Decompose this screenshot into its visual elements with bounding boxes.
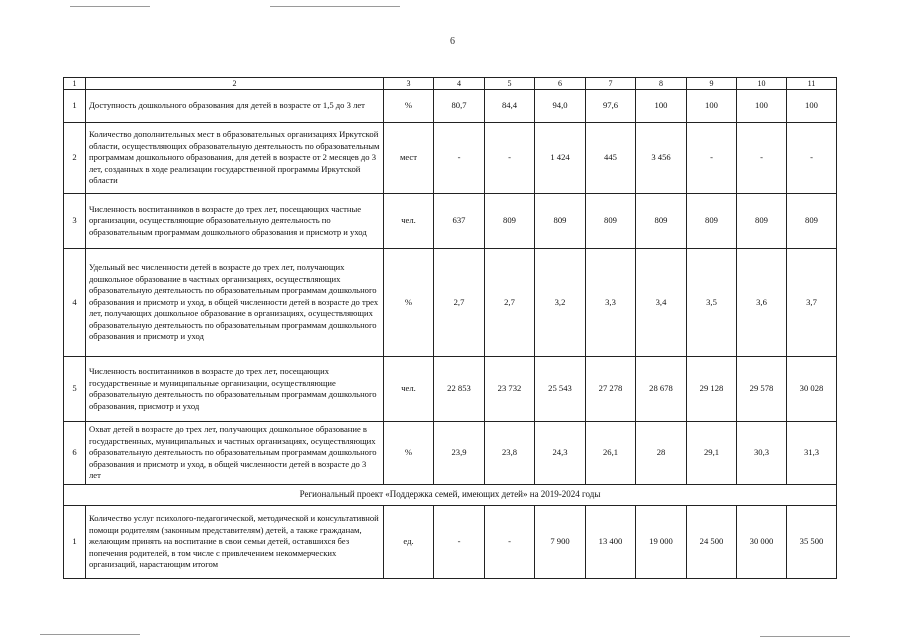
table-row	[64, 123, 837, 194]
value-cell: 29,1	[687, 422, 737, 485]
value-cell: 809	[485, 194, 535, 249]
header-cell: 2	[86, 78, 384, 90]
header-cell: 1	[64, 78, 86, 90]
value-cell: 2,7	[485, 249, 535, 357]
value-cell: 24,3	[535, 422, 586, 485]
value-cell: 809	[535, 194, 586, 249]
scan-artifact-bottom-left	[40, 634, 140, 635]
indicator-name: Численность воспитанников в возрасте до трех лет, посещающих частные организации, осуществляющие образовательную деятельность по образовательным программам дошкольного образования и присмотр и уход	[86, 194, 384, 249]
value-cell: 94,0	[535, 90, 586, 123]
value-cell: 28	[636, 422, 687, 485]
row-number: 5	[64, 357, 86, 422]
unit-cell: мест	[384, 123, 434, 194]
value-cell: 809	[787, 194, 837, 249]
scan-artifact-top-mid	[270, 6, 400, 7]
value-cell: 84,4	[485, 90, 535, 123]
value-cell: 28 678	[636, 357, 687, 422]
value-cell: 7 900	[535, 506, 586, 579]
value-cell: 13 400	[586, 506, 636, 579]
value-cell: 2,7	[434, 249, 485, 357]
value-cell: 3,2	[535, 249, 586, 357]
value-cell: 23 732	[485, 357, 535, 422]
indicator-name: Охват детей в возрасте до трех лет, получающих дошкольное образование в государственных, муниципальных и частных организациях, осуществляющих образовательную деятельность по образовательным программам дошкольного образования и присмотр и уход, в общей численности детей в возрасте до 3 лет	[86, 422, 384, 485]
value-cell: 100	[636, 90, 687, 123]
value-cell: 19 000	[636, 506, 687, 579]
unit-cell: %	[384, 249, 434, 357]
value-cell: -	[737, 123, 787, 194]
value-cell: 26,1	[586, 422, 636, 485]
scan-artifact-top-left	[70, 6, 150, 7]
value-cell: 24 500	[687, 506, 737, 579]
value-cell: 31,3	[787, 422, 837, 485]
value-cell: 27 278	[586, 357, 636, 422]
header-row	[64, 78, 837, 90]
unit-cell: %	[384, 422, 434, 485]
value-cell: 100	[787, 90, 837, 123]
value-cell: 3 456	[636, 123, 687, 194]
value-cell: 100	[737, 90, 787, 123]
value-cell: 637	[434, 194, 485, 249]
table-row	[64, 357, 837, 422]
indicator-name: Доступность дошкольного образования для детей в возрасте от 1,5 до 3 лет	[86, 90, 384, 123]
value-cell: 30 000	[737, 506, 787, 579]
value-cell: 29 128	[687, 357, 737, 422]
value-cell: 3,4	[636, 249, 687, 357]
value-cell: 97,6	[586, 90, 636, 123]
value-cell: 23,8	[485, 422, 535, 485]
value-cell: -	[434, 123, 485, 194]
value-cell: 809	[687, 194, 737, 249]
value-cell: 3,5	[687, 249, 737, 357]
value-cell: -	[485, 123, 535, 194]
value-cell: 809	[586, 194, 636, 249]
value-cell: 30,3	[737, 422, 787, 485]
value-cell: -	[485, 506, 535, 579]
value-cell: 25 543	[535, 357, 586, 422]
value-cell: 3,3	[586, 249, 636, 357]
indicator-name: Количество услуг психолого-педагогической, методической и консультативной помощи родителям (законным представителям) детей, а также гражданам, желающим принять на воспитание в свои семьи детей, оставшихся без попечения родителей, в том числе с привлечением некоммерческих организаций, нарастающим итогом	[86, 506, 384, 579]
table-row	[64, 194, 837, 249]
header-cell: 4	[434, 78, 485, 90]
indicator-name: Количество дополнительных мест в образовательных организациях Иркутской области, осуществляющих образовательную деятельность по образовательным программам дошкольного образования, для детей в возрасте от 2 месяцев до 3 лет, созданных в ходе реализации государственной программы Иркутской области	[86, 123, 384, 194]
header-cell: 8	[636, 78, 687, 90]
table-row	[64, 249, 837, 357]
value-cell: 809	[636, 194, 687, 249]
unit-cell: ед.	[384, 506, 434, 579]
value-cell: 809	[737, 194, 787, 249]
page-number: 6	[450, 36, 455, 47]
row-number: 4	[64, 249, 86, 357]
scan-artifact-bottom-right	[760, 636, 850, 637]
header-cell: 11	[787, 78, 837, 90]
value-cell: 30 028	[787, 357, 837, 422]
value-cell: 1 424	[535, 123, 586, 194]
value-cell: 80,7	[434, 90, 485, 123]
indicators-table	[63, 77, 837, 579]
value-cell: 100	[687, 90, 737, 123]
table-row	[64, 506, 837, 579]
value-cell: 3,7	[787, 249, 837, 357]
indicator-name: Численность воспитанников в возрасте до трех лет, посещающих государственные и муниципальные организации, осуществляющие образовательную деятельность по образовательным программам дошкольного образования, присмотр и уход	[86, 357, 384, 422]
value-cell: -	[434, 506, 485, 579]
value-cell: -	[687, 123, 737, 194]
value-cell: -	[787, 123, 837, 194]
unit-cell: чел.	[384, 357, 434, 422]
table-row	[64, 90, 837, 123]
row-number: 1	[64, 90, 86, 123]
table-row	[64, 422, 837, 485]
value-cell: 35 500	[787, 506, 837, 579]
value-cell: 3,6	[737, 249, 787, 357]
value-cell: 23,9	[434, 422, 485, 485]
row-number: 6	[64, 422, 86, 485]
header-cell: 10	[737, 78, 787, 90]
header-cell: 9	[687, 78, 737, 90]
header-cell: 5	[485, 78, 535, 90]
section-title: Региональный проект «Поддержка семей, имеющих детей» на 2019-2024 годы	[64, 485, 837, 506]
header-cell: 7	[586, 78, 636, 90]
indicator-name: Удельный вес численности детей в возрасте до трех лет, получающих дошкольное образование в частных организациях, осуществляющих образовательную деятельность по образовательным программам дошкольного образования и присмотр и уход, в общей численности детей в возрасте до трех лет, получающих дошкольное образование в организациях, осуществляющих образовательную деятельность по образовательным программам дошкольного образования и присмотр и уход	[86, 249, 384, 357]
unit-cell: %	[384, 90, 434, 123]
unit-cell: чел.	[384, 194, 434, 249]
value-cell: 22 853	[434, 357, 485, 422]
value-cell: 445	[586, 123, 636, 194]
section-header-row	[64, 485, 837, 506]
row-number: 1	[64, 506, 86, 579]
value-cell: 29 578	[737, 357, 787, 422]
row-number: 2	[64, 123, 86, 194]
header-cell: 3	[384, 78, 434, 90]
header-cell: 6	[535, 78, 586, 90]
row-number: 3	[64, 194, 86, 249]
